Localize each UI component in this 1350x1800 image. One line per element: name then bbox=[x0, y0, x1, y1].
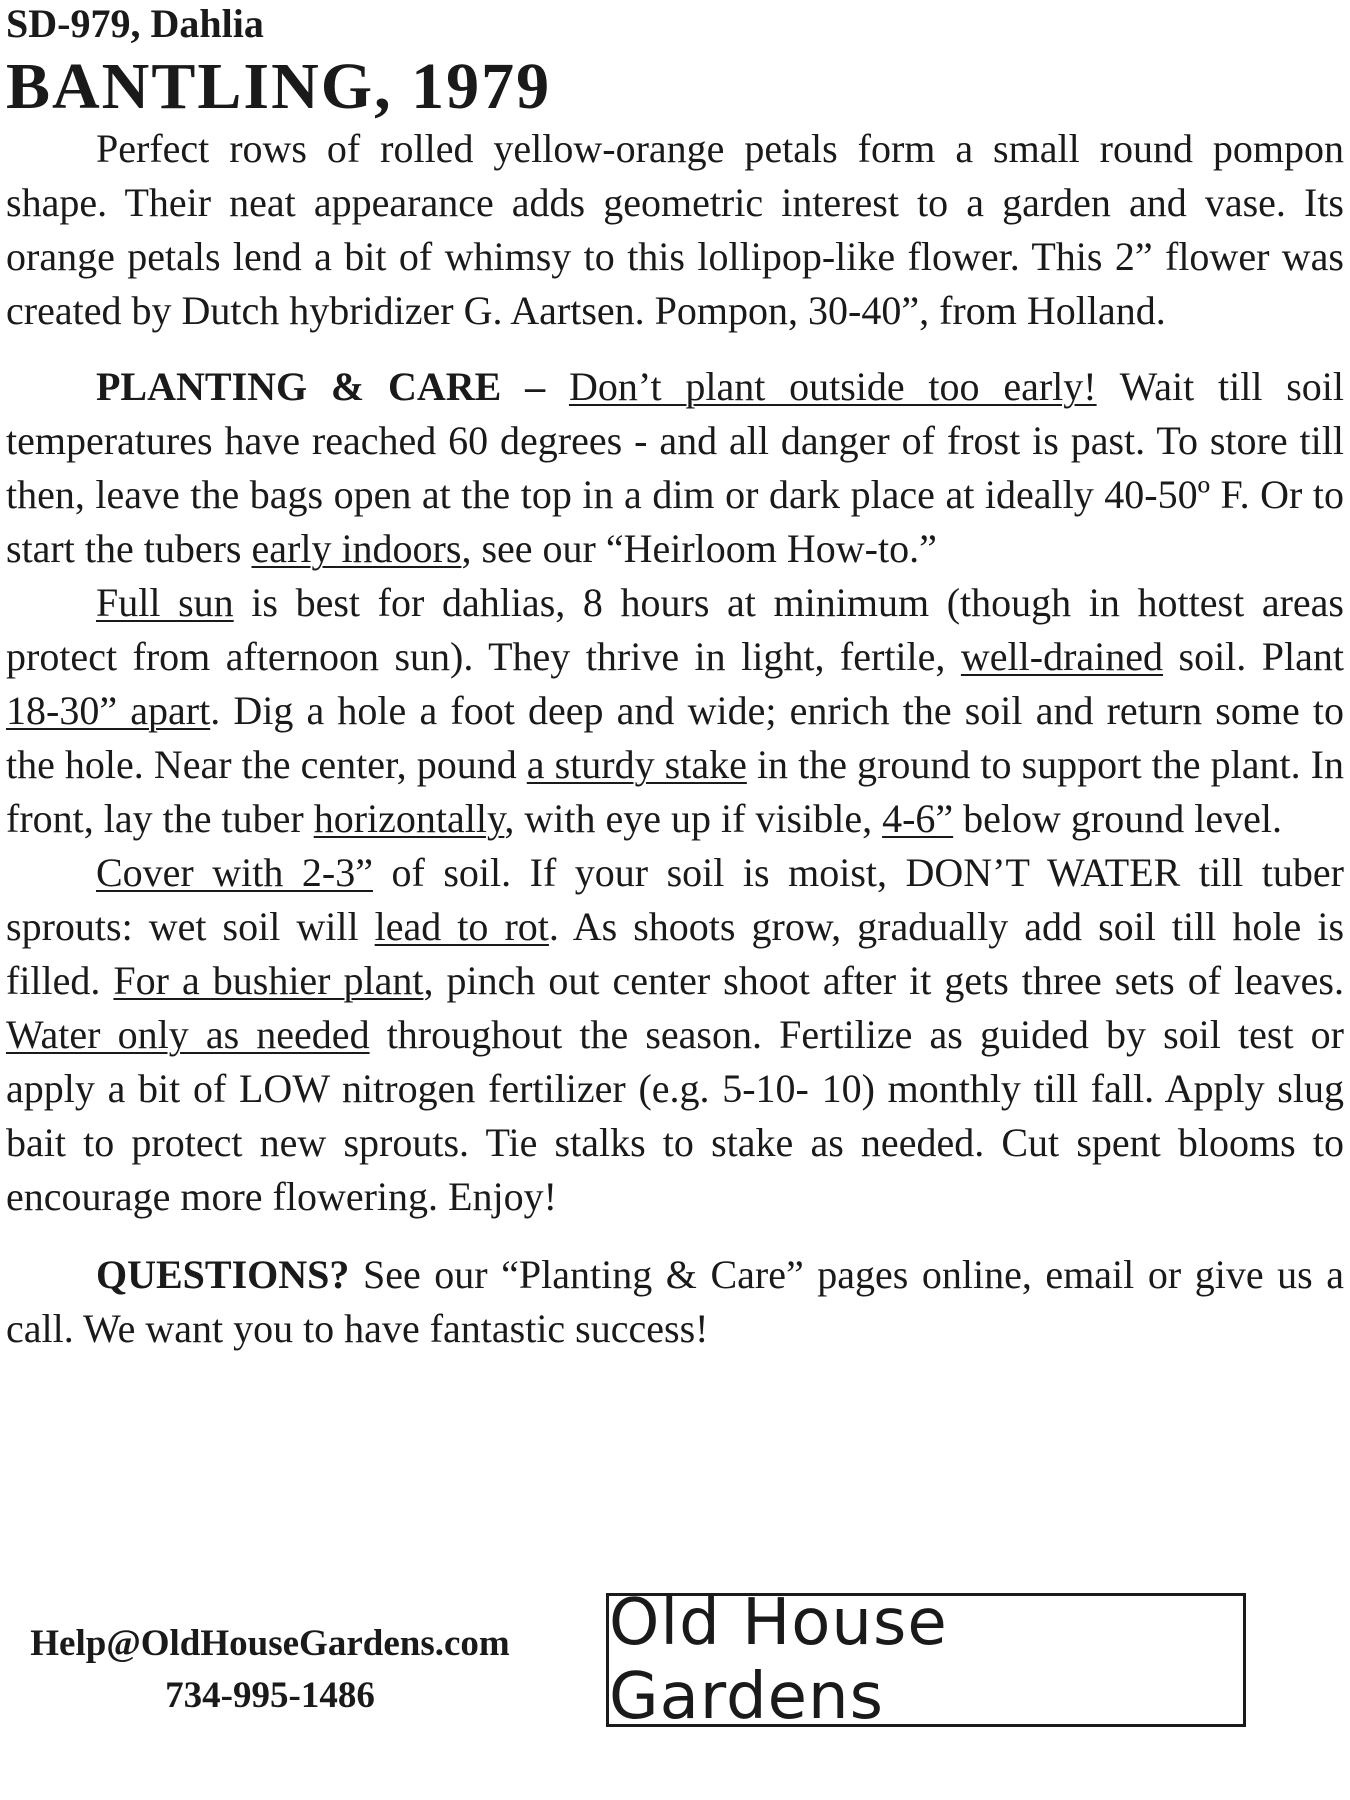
product-title: BANTLING, 1979 bbox=[6, 50, 552, 123]
planting-text: , with eye up if visible, bbox=[504, 796, 883, 841]
planting-paragraph-3 bbox=[6, 846, 1344, 1224]
early-indoors-link: early indoors bbox=[251, 526, 462, 571]
planting-text: , pinch out center shoot after it gets three sets of leaves. bbox=[423, 958, 1344, 1003]
questions-heading: QUESTIONS? bbox=[96, 1252, 350, 1297]
planting-paragraph-1 bbox=[6, 360, 1344, 576]
contact-phone: 734-995-1486 bbox=[165, 1675, 375, 1716]
product-code: SD-979, Dahlia bbox=[6, 1, 264, 46]
depth-text: 4-6” bbox=[882, 796, 954, 841]
spacing-text: 18-30” apart bbox=[6, 688, 211, 733]
description-paragraph: Perfect rows of rolled yellow-orange petals form a small round pompon shape. Their neat appearance adds geometric interest to a garden and vase. Its orange petals lend a bit of whimsy to this lollipop-like flower. This 2” flower was created by Dutch hybridizer G. Aartsen. Pompon, 30-40”, from Holland. bbox=[6, 126, 1344, 333]
logo-box bbox=[606, 1586, 1246, 1734]
questions-paragraph bbox=[6, 1248, 1344, 1356]
contact-email: Help@OldHouseGardens.com bbox=[30, 1623, 510, 1664]
planting-warning: Don’t plant outside too early! bbox=[568, 364, 1097, 409]
stake-text: a sturdy stake bbox=[526, 742, 747, 787]
questions-text: See our “Planting & Care” pages online, email or give us a call. We want you to have fantastic success! bbox=[6, 1252, 1344, 1351]
planting-text: in the ground to support the plant. In front, lay the tuber bbox=[6, 742, 1344, 841]
planting-heading: PLANTING & CARE – bbox=[96, 364, 546, 409]
rot-text: lead to rot bbox=[374, 904, 549, 949]
logo: Old House Gardens bbox=[609, 1586, 948, 1734]
planting-text: . As shoots grow, gradually add soil till hole is filled. bbox=[6, 904, 1345, 1003]
planting-text: is best for dahlias, 8 hours at minimum (though in hottest areas protect from afternoon sun). They thrive in light, fertile, bbox=[6, 580, 1344, 679]
document-page bbox=[6, 0, 1344, 1356]
planting-text: Wait till soil temperatures have reached 60 degrees - and all danger of frost is past. To store till then, leave the bags open at the top in a dim or dark place at ideally 40-50º F. Or to start the tubers bbox=[6, 364, 1345, 571]
horizontally-text: horizontally bbox=[313, 796, 505, 841]
planting-text: of soil. If your soil is moist, DON’T WATER till tuber sprouts: wet soil will bbox=[6, 850, 1344, 949]
planting-text: , see our “Heirloom How-to.” bbox=[461, 526, 937, 571]
cover-text: Cover with 2-3” bbox=[96, 850, 373, 895]
full-sun-text: Full sun bbox=[96, 580, 234, 625]
planting-text: soil. Plant bbox=[1163, 634, 1344, 679]
planting-paragraph-2 bbox=[6, 576, 1344, 846]
contact-block bbox=[10, 1618, 530, 1722]
planting-text: throughout the season. Fertilize as guided by soil test or apply a bit of LOW nitrogen fertilizer (e.g. 5-10- 10) monthly till fall. Apply slug bait to protect new sprouts. Tie stalks to stake as needed. Cut spent blooms to encourage more flowering. Enjoy! bbox=[6, 1012, 1344, 1219]
planting-text: below ground level. bbox=[953, 796, 1282, 841]
water-text: Water only as needed bbox=[6, 1012, 370, 1057]
well-drained-text: well-drained bbox=[960, 634, 1164, 679]
bushier-text: For a bushier plant bbox=[113, 958, 424, 1003]
planting-text: . Dig a hole a foot deep and wide; enrich the soil and return some to the hole. Near the center, pound bbox=[6, 688, 1344, 787]
